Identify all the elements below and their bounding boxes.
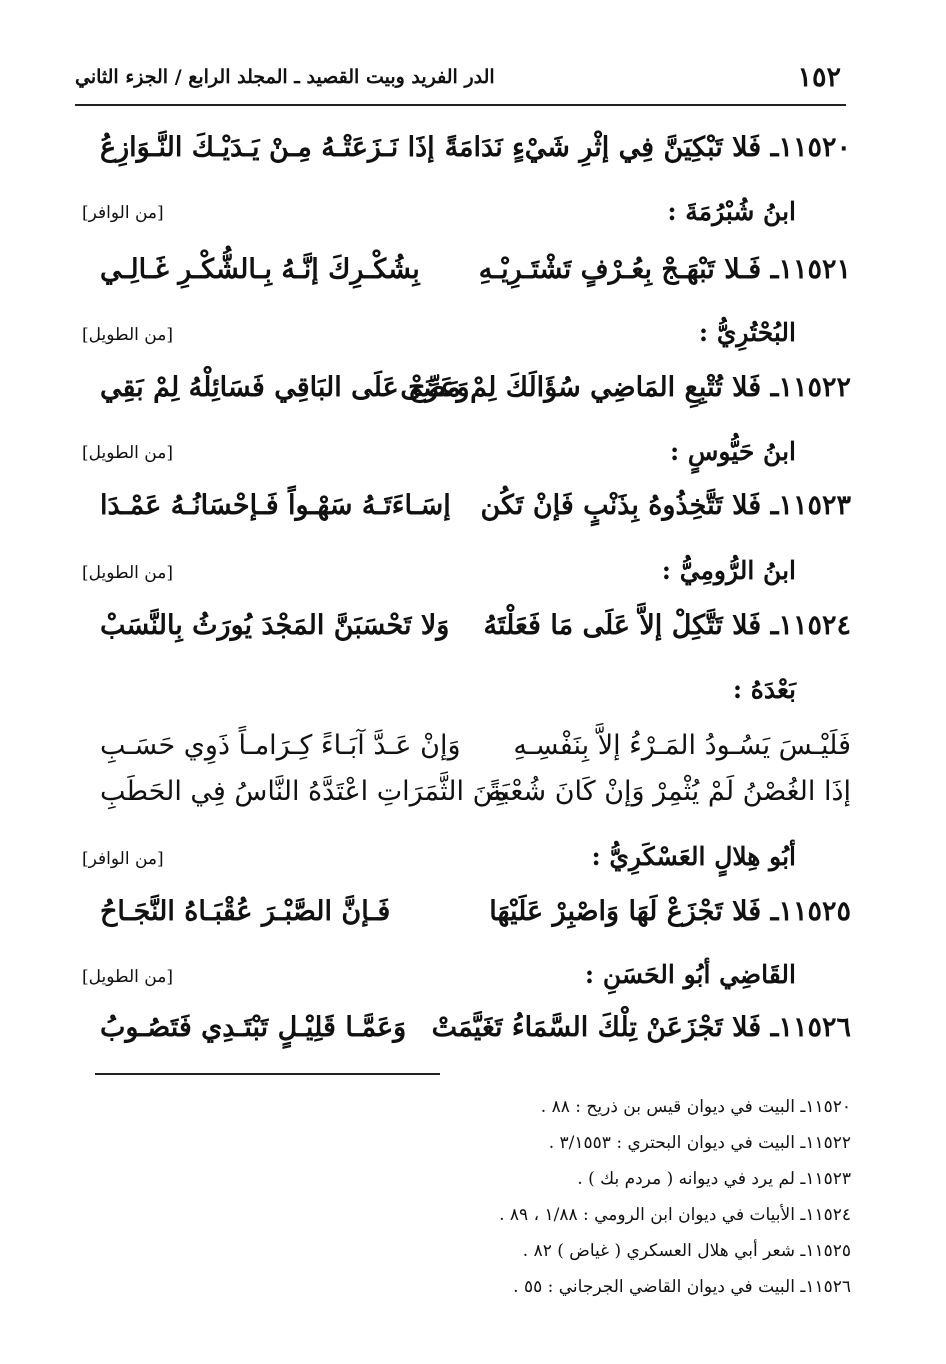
poet-name: البُحْتُرِيُّ : bbox=[698, 318, 796, 347]
header-divider bbox=[75, 104, 846, 106]
verse-second-hemistich: وَعَرِّجْ عَلَى البَاقِي فَسَائِلْهُ لِمْ بَقِي bbox=[100, 372, 470, 403]
verse-second-hemistich: وَلا تَحْسَبَنَّ المَجْدَ يُورَثُ بِالنَّسَبْ bbox=[100, 610, 450, 641]
meter-label: [من الطويل] bbox=[82, 325, 173, 345]
page-number: ١٥٢ bbox=[797, 62, 841, 93]
verse-second-hemistich: وَإنْ عَـدَّ آبَـاءً كِـرَامـاً ذَوِي حَسَـبِ bbox=[100, 730, 461, 761]
verse-second-hemistich: فَـإنَّ الصَّبْـرَ عُقْبَـاهُ النَّجَـاحُ bbox=[100, 896, 391, 927]
verse-first-hemistich: ١١٥٢٥ـ فَلا تَجْزَعْ لَهَا وَاصْبِرْ عَلَيْهَا bbox=[489, 896, 851, 927]
attribution-label: بَعْدَهُ : bbox=[732, 675, 796, 704]
meter-label: [من الطويل] bbox=[82, 967, 173, 987]
running-title: الدر الفريد وبيت القصيد ـ المجلد الرابع / الجزء الثاني bbox=[75, 66, 495, 88]
meter-label: [من الطويل] bbox=[82, 563, 173, 583]
footnote: ١١٥٢٠ـ البيت في ديوان قيس بن ذريح : ٨٨ . bbox=[540, 1097, 851, 1117]
poet-name: ابنُ حَيُّوسٍ : bbox=[669, 437, 796, 466]
verse-first-hemistich: إذَا الغُصْنُ لَمْ يُثْمِرْ وَإنْ كَانَ شُعْبَةً bbox=[487, 776, 851, 807]
verse-second-hemistich: إذَا نَـزَعَتْـهُ مِـنْ يَـدَيْـكَ النَّـوَازِعُ bbox=[100, 132, 435, 163]
verse-number: ١١٥٢٥ـ bbox=[770, 896, 851, 927]
verse-number: ١١٥٢٣ـ bbox=[770, 490, 851, 521]
poet-name: أبُو هِلالٍ العَسْكَرِيُّ : bbox=[591, 842, 796, 871]
footnote: ١١٥٢٣ـ لم يرد في ديوانه ( مردم بك ) . bbox=[577, 1169, 851, 1189]
verse-number: ١١٥٢٢ـ bbox=[770, 372, 851, 403]
verse-number: ١١٥٢٦ـ bbox=[770, 1012, 851, 1043]
meter-label: [من الوافر] bbox=[82, 203, 164, 223]
meter-label: [من الوافر] bbox=[82, 849, 164, 869]
verse-first-hemistich: ١١٥٢٠ـ فَلا تَبْكِيَنَّ فِي إثْرِ شَيْءٍ نَدَامَةً bbox=[444, 132, 851, 163]
verse-second-hemistich: إسَـاءَتَـهُ سَهْـواً فَـإحْسَانُـهُ عَمْـدَا bbox=[100, 490, 451, 521]
poet-name: القَاضِي أبُو الحَسَنِ : bbox=[584, 960, 796, 989]
verse-first-hemistich: ١١٥٢٣ـ فَلا تَتَّخِذُوهُ بِذَنْبٍ فَإنْ تَكُن bbox=[480, 490, 851, 521]
verse-second-hemistich: وَعَمَّـا قَلِيْـلٍ تَبْتَـدِي فَتَصُـوبُ bbox=[100, 1012, 407, 1043]
footnote: ١١٥٢٦ـ البيت في ديوان القاضي الجرجاني : ٥٥ . bbox=[513, 1277, 851, 1297]
verse-number: ١١٥٢٤ـ bbox=[770, 610, 851, 641]
verse-number: ١١٥٢١ـ bbox=[770, 254, 851, 285]
verse-second-hemistich: بِشُكْـرِكَ إنَّـهُ بِـالشُّكْـرِ غَـالِـي bbox=[100, 254, 420, 285]
meter-label: [من الطويل] bbox=[82, 443, 173, 463]
verse-first-hemistich: ١١٥٢٦ـ فَلا تَجْزَعَنْ تِلْكَ السَّمَاءُ تَغَيَّمَتْ bbox=[431, 1012, 851, 1043]
poet-name: ابنُ الرُّومِيُّ : bbox=[661, 556, 796, 585]
verse-first-hemistich: ١١٥٢١ـ فَـلا تَبْهَـجْ بِعُـرْفٍ تَشْتَـرِيْـهِ bbox=[478, 254, 851, 285]
verse-first-hemistich: ١١٥٢٤ـ فَلا تَتَّكِلْ إلاَّ عَلَى مَا فَعَلْتَهُ bbox=[483, 610, 851, 641]
poet-name: ابنُ شُبْرُمَةَ : bbox=[667, 197, 796, 226]
footnote: ١١٥٢٤ـ الأبيات في ديوان ابن الرومي : ١/٨٨ ، ٨٩ . bbox=[499, 1205, 851, 1225]
footnote: ١١٥٢٥ـ شعر أبي هلال العسكري ( غياض ) ٨٢ . bbox=[522, 1241, 851, 1261]
footnote: ١١٥٢٢ـ البيت في ديوان البحتري : ٣/١٥٥٣ . bbox=[548, 1133, 851, 1153]
verse-second-hemistich: مِنَ الثَّمَرَاتِ اعْتَدَّهُ النَّاسُ فِي الحَطَبِ bbox=[100, 776, 508, 807]
verse-first-hemistich: ١١٥٢٢ـ فَلا تُتْبِعِ المَاضِي سُؤَالَكَ لِمْ مَضَى bbox=[400, 372, 851, 403]
verse-number: ١١٥٢٠ـ bbox=[770, 132, 851, 163]
verse-first-hemistich: فَلَيْـسَ يَسُـودُ المَـرْءُ إلاَّ بِنَفْسِـهِ bbox=[513, 730, 851, 761]
page-header bbox=[75, 62, 841, 98]
footnote-divider bbox=[95, 1073, 440, 1075]
